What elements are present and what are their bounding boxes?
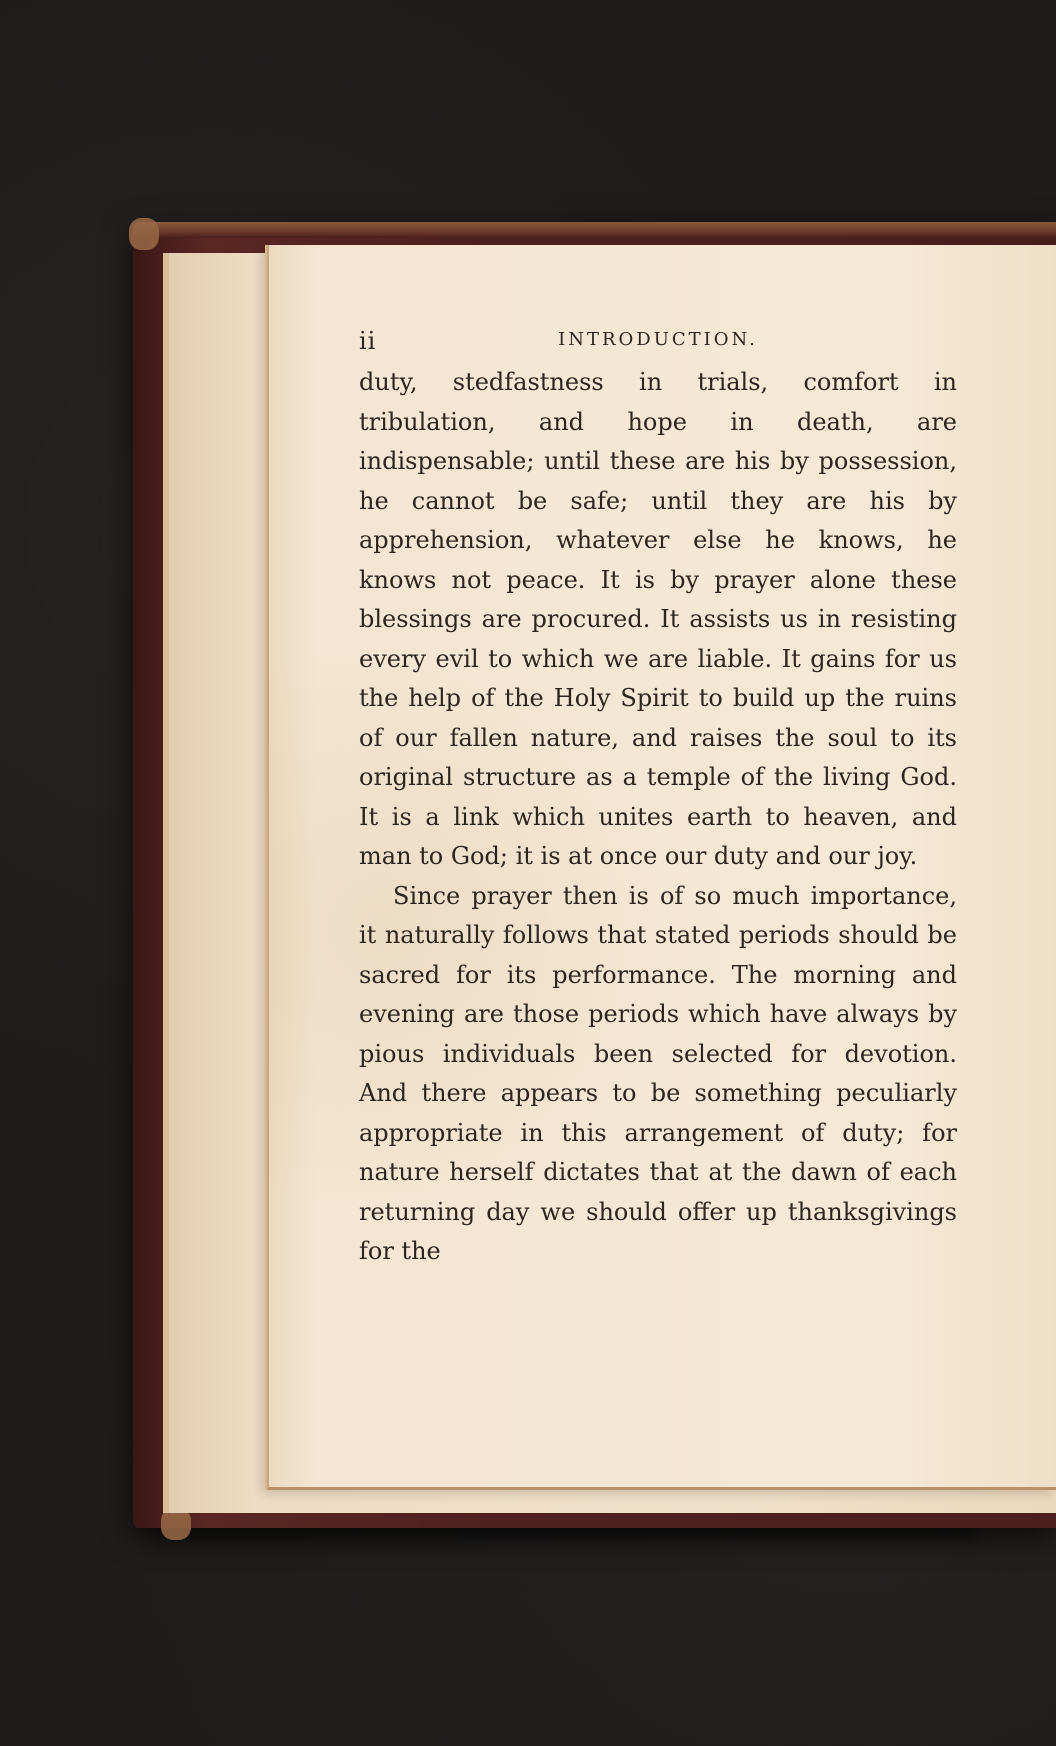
cover-corner-top	[129, 218, 159, 250]
body-text	[359, 363, 957, 1272]
paragraph-continued: duty, stedfastness in trials, comfort in tribulation, and hope in death, are indispensable; until these are his by possession, he cannot be safe; until they are his by apprehension, whatever else he knows, he knows not peace. It is by prayer alone these blessings are procured. It assists us in resisting every evil to which we are liable. It gains for us the help of the Holy Spirit to build up the ruins of our fallen nature, and raises the soul to its original structure as a temple of the living God. It is a link which unites earth to heaven, and man to God; it is at once our duty and our joy.	[359, 368, 957, 870]
page-content	[359, 327, 957, 1272]
running-head	[359, 327, 957, 363]
paragraph: Since prayer then is of so much importance, it naturally follows that stated periods should be sacred for its performance. The morning and evening are those periods which have always by pious individuals been selected for devotion. And there appears to be something peculiarly appropriate in this arrangement of duty; for nature herself dictates that at the dawn of each returning day we should offer up thanksgivings for the	[359, 881, 957, 1265]
running-title: INTRODUCTION.	[558, 329, 758, 350]
page-number: ii	[359, 327, 377, 355]
book-page	[267, 245, 1056, 1490]
cover-top-edge	[133, 222, 1056, 238]
